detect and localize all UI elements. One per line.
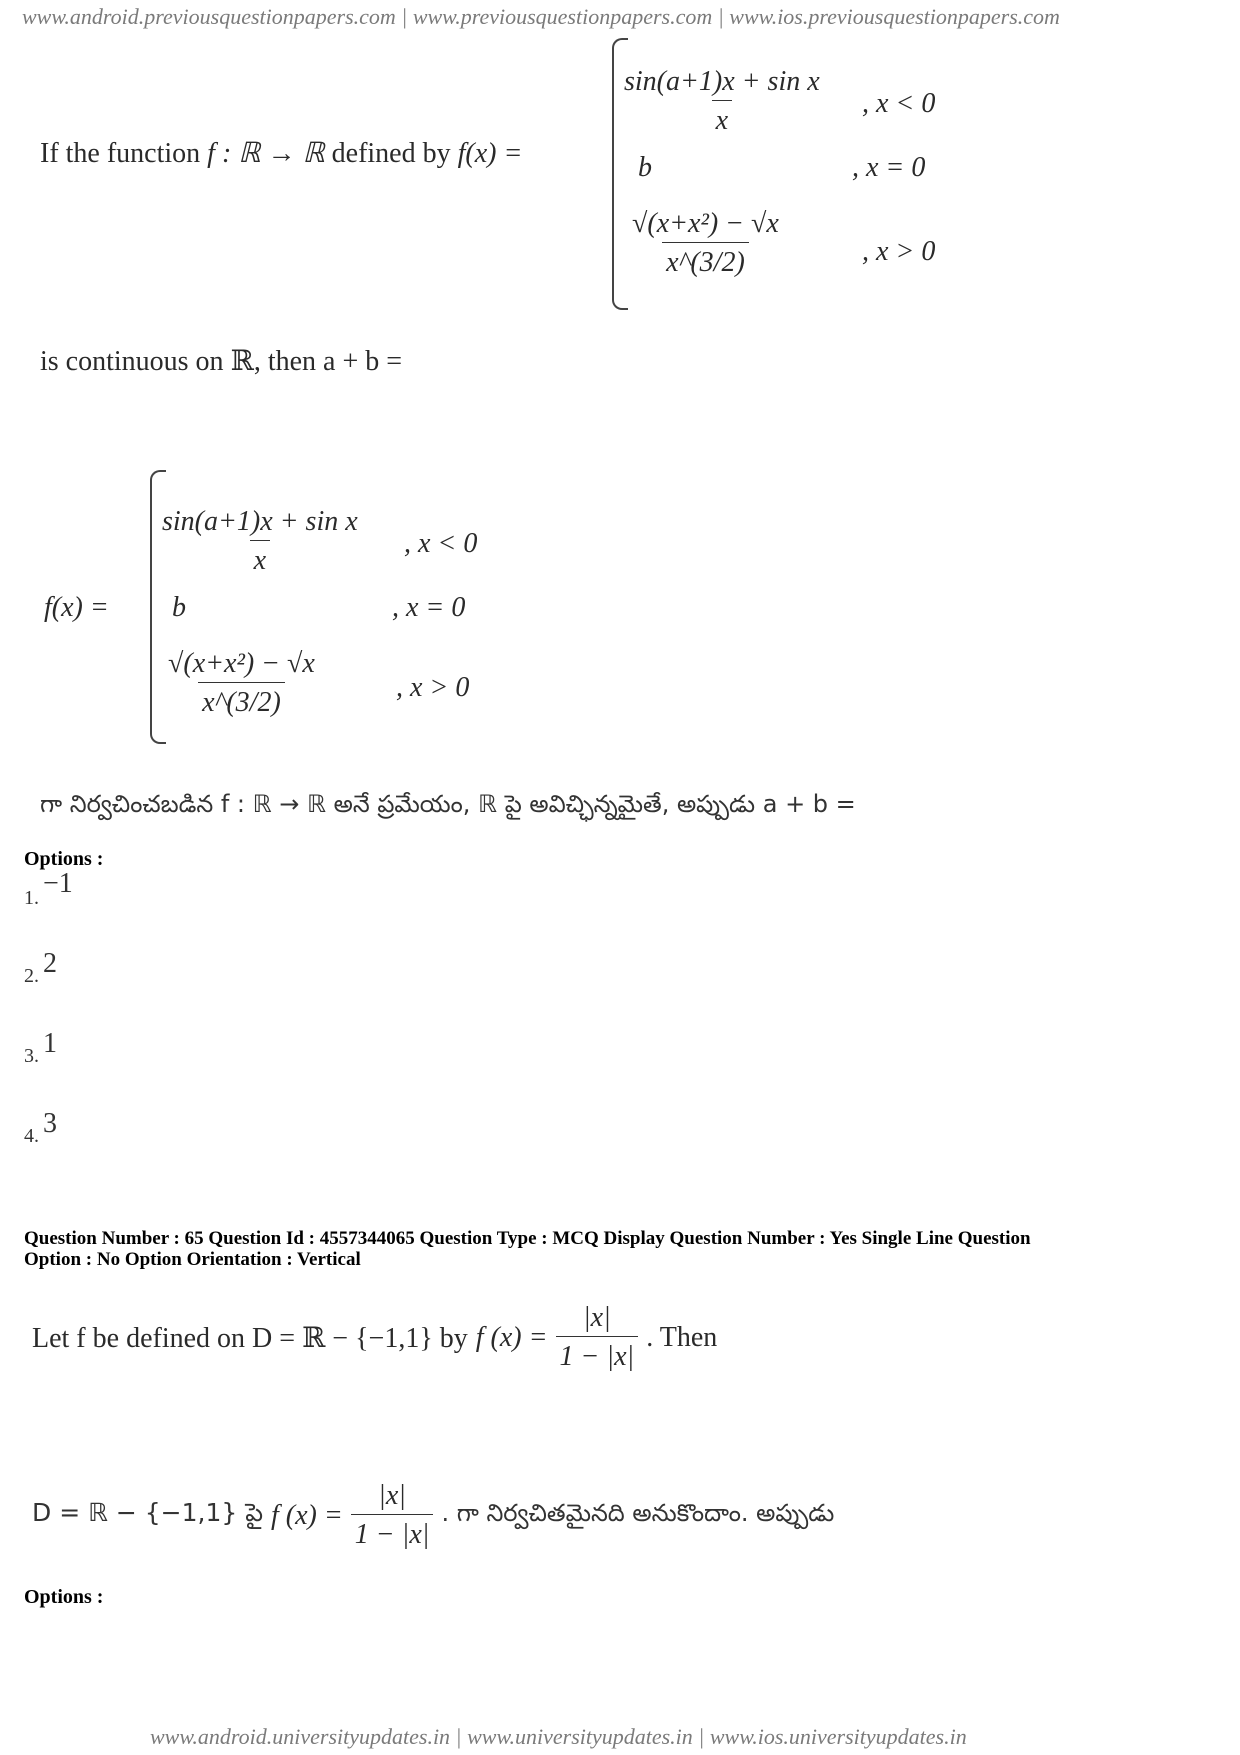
- q64-te-case3: [164, 648, 319, 719]
- q65-frac-den: 1 − |x|: [556, 1336, 639, 1373]
- q64-te-fx: f(x) =: [44, 592, 109, 623]
- q64-intro: If the function: [40, 138, 201, 169]
- q64-options-label: Options :: [24, 848, 104, 870]
- q64-defined-by: defined by: [331, 138, 451, 169]
- q64-te-case3-cond: , x > 0: [396, 672, 470, 703]
- q64-option-2[interactable]: [24, 948, 57, 990]
- q64-tail: is continuous on ℝ, then a + b =: [40, 346, 403, 377]
- q65-options-label: Options :: [24, 1586, 104, 1608]
- q64-te-case3-den: x^(3/2): [198, 682, 285, 719]
- footer-watermark: www.android.universityupdates.in | www.universityupdates.in | www.ios.universityupdates.in: [150, 1724, 967, 1749]
- q64-te-case1-num: sin(a+1)x + sin x: [162, 506, 358, 537]
- q64-case1-cond: , x < 0: [862, 88, 936, 119]
- q65-telugu-post: . గా నిర్వచితమైనది అనుకొందాం. అప్పుడు: [441, 1498, 835, 1527]
- q65-english-pre: Let f be defined on D = ℝ − {−1,1} by: [32, 1322, 468, 1354]
- q64-intro-line: [40, 136, 522, 170]
- q64-te-case3-num: √(x+x²) − √x: [168, 648, 315, 679]
- q64-te-case2-cond: , x = 0: [392, 592, 466, 623]
- option-number: 4.: [24, 1125, 39, 1147]
- q65-meta-line2: Option : No Option Orientation : Vertical: [24, 1249, 361, 1270]
- q65-frac-num: |x|: [582, 1302, 611, 1333]
- option-number: 1.: [24, 887, 39, 909]
- q64-case1: [620, 66, 824, 137]
- header-watermark: www.android.previousquestionpapers.com | www.previousquestionpapers.com | www.ios.previousquestionpapers.com: [22, 4, 1060, 29]
- option-value: 1: [43, 1028, 57, 1059]
- q65-te-frac-den: 1 − |x|: [351, 1514, 434, 1551]
- q64-case3-cond: , x > 0: [862, 236, 936, 267]
- q65-meta-line1: Question Number : 65 Question Id : 4557344065 Question Type : MCQ Display Question Number : Yes Single Line Question: [24, 1228, 1031, 1249]
- q64-telugu-line: గా నిర్వచించబడిన f : ℝ → ℝ అనే ప్రమేయం, ℝ పై అవిచ్ఛిన్నమైతే, అప్పుడు a + b =: [40, 790, 856, 818]
- option-number: 3.: [24, 1045, 39, 1067]
- q64-te-case1: [158, 506, 362, 577]
- q64-option-4[interactable]: [24, 1108, 57, 1150]
- option-value: 2: [43, 948, 57, 979]
- q64-case2-val: b: [638, 152, 652, 183]
- q64-map: f : ℝ → ℝ: [207, 138, 325, 169]
- q65-meta: [24, 1228, 1214, 1270]
- option-value: 3: [43, 1108, 57, 1139]
- q64-option-1[interactable]: [24, 868, 73, 912]
- q64-case1-den: x: [712, 100, 732, 137]
- q65-english-post: . Then: [646, 1321, 718, 1353]
- q64-te-case2-val: b: [172, 592, 186, 623]
- option-number: 2.: [24, 965, 39, 987]
- q64-te-case1-den: x: [250, 540, 270, 577]
- q65-telugu-pre: D = ℝ − {−1,1} పై: [32, 1497, 263, 1527]
- option-value: −1: [43, 868, 73, 899]
- q64-te-case1-cond: , x < 0: [404, 528, 478, 559]
- q64-case2-cond: , x = 0: [852, 152, 926, 183]
- q64-fx: f(x) =: [457, 138, 523, 169]
- q65-te-frac-num: |x|: [378, 1480, 406, 1511]
- q65-telugu-line: [32, 1480, 834, 1551]
- q65-fx: f (x) =: [475, 1321, 548, 1353]
- q65-te-fx: f (x) =: [270, 1499, 343, 1531]
- q64-case1-num: sin(a+1)x + sin x: [624, 66, 820, 97]
- q64-option-3[interactable]: [24, 1028, 57, 1070]
- q64-case3: [628, 208, 783, 279]
- q65-english-line: [32, 1302, 717, 1373]
- q64-case3-num: √(x+x²) − √x: [632, 208, 779, 239]
- q64-case3-den: x^(3/2): [662, 242, 749, 279]
